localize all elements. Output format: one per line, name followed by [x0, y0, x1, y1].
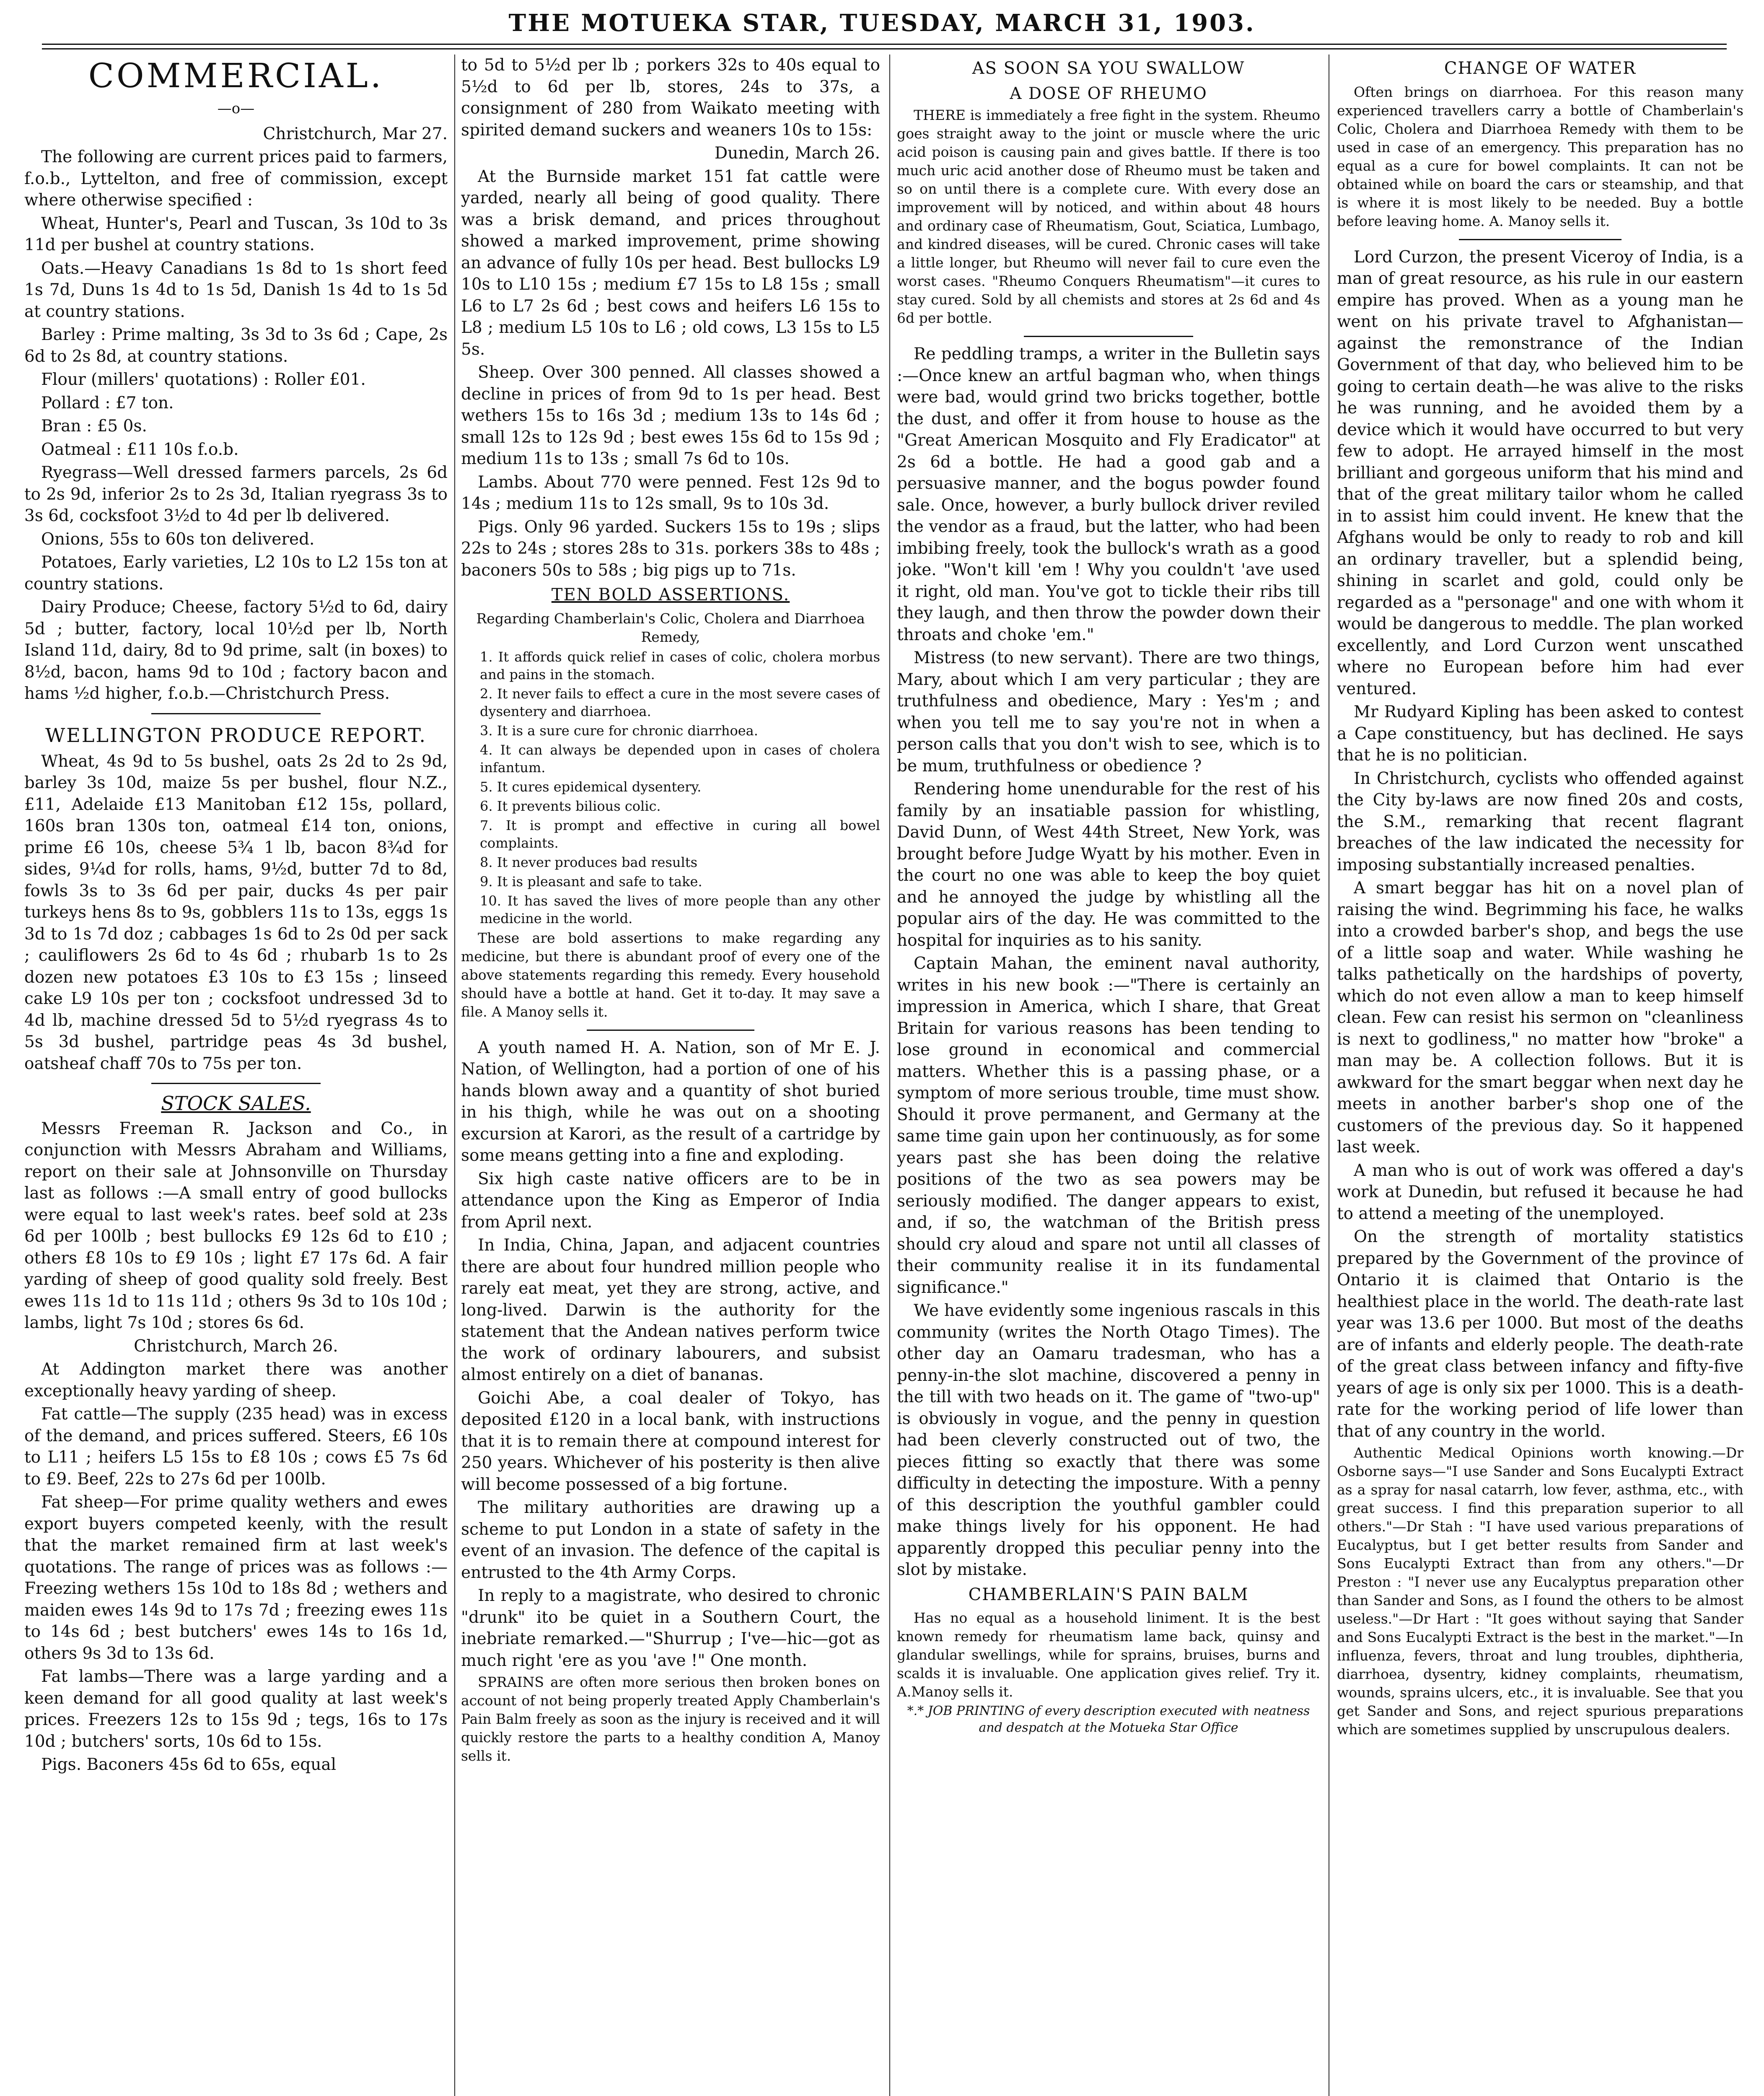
paragraph: Wheat, Hunter's, Pearl and Tuscan, 3s 10d to 3s 11d per bushel at country stations. [24, 214, 448, 254]
masthead-rule [42, 44, 1727, 49]
pain-balm-heading: CHAMBERLAIN'S PAIN BALM [968, 1585, 1249, 1604]
dateline: Dunedin, March 26. [714, 144, 880, 163]
heading-ornament: —o— [217, 100, 255, 117]
list-item: 8. It never produces bad results [480, 854, 697, 870]
paragraph: Lord Curzon, the present Viceroy of India, is a man of great resource, as his rule in our eastern empire has proved. When as a young man he went on his private travel to Afghanistan—against the remonstrance of the Indian Government of that day, who believed him to be going to certain death—he was alive to the risks he was running, and he avoided them by a device which it would have occurred to but very few to adopt. He arrayed himself in the most brilliant and gorgeous uniform that his mind and that of the great military tailor whom he called in to assist him could invent. He knew that the Afghans would be only to ready to rob and kill an ordinary traveller, but a splendid being, shining in scarlet and gold, could only be regarded as a "personage" and one with whom it would be dangerous to meddle. The plan worked excellently, and Lord Curzon went unscathed where no European before him had ever ventured. [1337, 247, 1743, 698]
paragraph: Pigs. Baconers 45s 6d to 65s, equal [41, 1755, 337, 1774]
paragraph: Oats.—Heavy Canadians 1s 8d to 1s short feed 1s 7d, Duns 1s 4d to 1s 5d, Danish 1s 4d to 1s 5d at country stations. [24, 259, 448, 321]
paragraph: Onions, 55s to 60s ton delivered. [41, 529, 315, 549]
column-3 [897, 54, 1320, 2096]
section-rule [1337, 232, 1743, 246]
list-item: 5. It cures epidemical dysentery. [480, 778, 702, 795]
rheumo-heading: AS SOON SA YOU SWALLOW [972, 59, 1245, 78]
paragraph: Potatoes, Early varieties, L2 10s to L2 15s ton at country stations. [24, 553, 448, 594]
paragraph: On the strength of mortality statistics prepared by the Government of the province of Ontario it is claimed that Ontario is the healthiest place in the world. The death-rate last year was 13.6 per 1000. But most of the deaths are of infants and elderly people. The death-rate of the great class between infancy and fifty-five years of age is only six per 1000. This is a death-rate for the working period of life lower than that of any country in the world. [1337, 1227, 1743, 1441]
list-item: 4. It can always be depended upon in cases of cholera infantum. [480, 742, 880, 776]
paragraph: Often brings on diarrhoea. For this reason many experienced travellers carry a bottle of Chamberlain's Colic, Cholera and Diarrhoea Remedy with them to be used in case of an emergency. This preparation has no equal as a cure for bowel complaints. It can not be obtained while on board the cars or steamship, and that is where it is most likely to be needed. Buy a bottle before leaving home. A. Manoy sells it. [1337, 83, 1743, 229]
wellington-produce-heading: WELLINGTON PRODUCE REPORT. [45, 724, 427, 747]
paragraph: Pigs. Only 96 yarded. Suckers 15s to 19s ; slips 22s to 24s ; stores 28s to 31s. porkers 38s to 48s ; baconers 50s to 58s ; big pigs up to 71s. [461, 517, 880, 580]
paragraph: In Christchurch, cyclists who offended against the City by-laws are now fined 20s and costs, the S.M., remarking that recent flagrant breaches of the law indicated the necessity for imposing substantially increased penalties. [1337, 769, 1743, 874]
paragraph: Wheat, 4s 9d to 5s bushel, oats 2s 2d to 2s 9d, barley 3s 10d, maize 5s per bushel, flour N.Z., £11, Adelaide £13 Manitoban £12 15s, pollard, 160s bran 130s ton, oatmeal £14 ton, onions, prime £6 10s, cheese 5¾ 1 lb, bacon 8¾d for sides, 9¼d for rolls, hams, 9½d, butter 7d to 8d, fowls 3s to 3s 6d per pair, ducks 4s per pair turkeys hens 8s to 9s, gobblers 11s to 13s, eggs 1s 3d to 1s 7d doz ; cabbages 1s 6d to 2s 0d per sack ; cauliflowers 2s 6d to 4s 6d ; rhubarb 1s to 2s dozen new potatoes £3 10s to £3 15s ; linseed cake L9 10s per ton ; cocksfoot undressed 3d to 4d lb, machine dressed 5d to 5½d ryegrass 4s to 5s 3d bushel, partridge peas 4s 3d bushel, oatsheaf chaff 70s to 75s per ton. [24, 752, 448, 1073]
paragraph: A youth named H. A. Nation, son of Mr E. J. Nation, of Wellington, had a portion of one of his hands blown away and a quantity of shot buried in his thigh, while he was out on a shooting excursion at Karori, as the result of a cartridge by some means getting into a fine and exploding. [461, 1038, 880, 1165]
job-printing-notice: *.* JOB PRINTING of every description executed with neatness and despatch at the Motueka Star Office [907, 1704, 1310, 1735]
list-item: 9. It is pleasant and safe to take. [480, 873, 702, 890]
paragraph: Pollard : £7 ton. [41, 393, 174, 412]
paragraph: Messrs Freeman R. Jackson and Co., in conjunction with Messrs Abraham and Williams, report on their sale at Johnsonville on Thursday last as follows :—A small entry of good bullocks were equal to last week's rates. beef sold at 23s 6d per 100lb ; best bullocks £9 12s 6d to £10 ; others £8 10s to £9 10s ; light £7 17s 6d. A fair yarding of sheep of good quality sold freely. Best ewes 11s 1d to 11s 11d ; others 9s 3d to 10s 10d ; lambs, light 7s 10d ; stores 6s 6d. [24, 1119, 448, 1332]
paragraph: We have evidently some ingenious rascals in this community (writes the North Otago Times). The other day an Oamaru tradesman, who has a penny-in-the slot machine, discovered a penny in the till with two heads on it. The game of "two-up" is obviously in vogue, and the penny in question had been cleverly constructed out of two, the pieces fitting so exactly that there was some difficulty in detecting the imposture. With a penny of this description the youthful gambler could make things lively for his opponent. He had apparently dropped this peculiar penny into the slot by mistake. [897, 1301, 1320, 1579]
paragraph: Mr Rudyard Kipling has been asked to contest a Cape constituency, but has declined. He says that he is no politician. [1337, 703, 1743, 765]
dateline: Christchurch, March 26. [134, 1336, 338, 1356]
rheumo-subheading: A DOSE OF RHEUMO [1010, 84, 1207, 103]
paragraph: Bran : £5 0s. [41, 417, 147, 436]
paragraph: Fat sheep—For prime quality wethers and ewes export buyers competed keenly, with the result that the market remained firm at last week's quotations. The range of prices was as follows :—Freezing wethers 15s 10d to 18s 8d ; wethers and maiden ewes 14s 9d to 17s 7d ; freezing ewes 11s to 14s 6d ; best butchers' ewes 14s to 16s 1d, others 9s 3d to 13s 6d. [24, 1493, 448, 1663]
paragraph: The military authorities are drawing up a scheme to put London in a state of safety in the event of an invasion. The defence of the capital is entrusted to the 4th Army Corps. [461, 1498, 880, 1582]
column-2 [461, 54, 880, 2096]
list-item: 3. It is a sure cure for chronic diarrhoea. [480, 722, 758, 739]
list-item: 1. It affords quick relief in cases of colic, cholera morbus and pains in the stomach. [480, 649, 880, 682]
paragraph: Lambs. About 770 were penned. Fest 12s 9d to 14s ; medium 11s to 12s small, 9s to 10s 3d. [461, 472, 880, 513]
column-4 [1337, 54, 1743, 2096]
list-item: 10. It has saved the lives of more people than any other medicine in the world. [480, 892, 880, 926]
commercial-heading: COMMERCIAL. [88, 56, 384, 95]
list-item: 2. It never fails to effect a cure in the most severe cases of dysentery and diarrhoea. [480, 685, 880, 719]
paragraph: Captain Mahan, the eminent naval authority, writes in his new book :—"There is certainly an impression in America, which I share, that Great Britain for various reasons has been tending to lose ground in economical and commercial matters. Whether this is a passing phase, or a symptom of more serious trouble, time must show. Should it prove permanent, and Germany at the same time gain upon her continuously, as for some years past she has been doing the relative positions of the two as sea powers may be seriously modified. The danger appears to exist, and, if so, the watchman of the British press should cry aloud and spare not until all classes of their community realise it in its fundamental significance." [897, 954, 1320, 1297]
section-rule [461, 1023, 880, 1037]
column-rule [889, 54, 890, 2096]
paragraph: Sheep. Over 300 penned. All classes showed a decline in prices of from 9d to 1s per head. Best wethers 15s to 16s 3d ; medium 13s to 14s 6d ; small 12s to 12s 9d ; best ewes 15s 6d to 15s 9d ; medium 11s to 13s ; small 7s 6d to 10s. [461, 363, 880, 468]
column-rule [454, 54, 455, 2096]
paragraph: Authentic Medical Opinions worth knowing.—Dr Osborne says—"I use Sander and Sons Eucalypti Extract as a spray for nasal catarrh, low fever, asthma, etc., with great success. I find this preparation superior to all others."—Dr Stah : "I have used various preparations of Eucalyptus, but I get better results from Sander and Sons Eucalypti Extract than from any others."—Dr Preston : "I never use any Eucalyptus preparation other than Sander and Sons, as I found the others to be almost useless."—Dr Hart : "It goes without saying that Sander and Sons Eucalypti Extract is the best in the market."—In influenza, fevers, throat and lung troubles, diphtheria, diarrhoea, dysentry, kidney complaints, rheumatism, wounds, sprains ulcers, etc., it is invaluable. See that you get Sander and Sons, and reject spurious preparations which are sometimes supplied by unscrupulous dealers. [1337, 1445, 1743, 1738]
paragraph: A smart beggar has hit on a novel plan of raising the wind. Begrimming his face, he walks into a crowded barber's shop, and begs the use of a little soap and water. While washing he talks pathetically on the hardships of poverty, which do not even allow a man to keep himself clean. Few can resist his sermon on "cleanliness is next to godliness," no matter how "broke" a man may be. A collection follows. But it is awkward for the smart beggar when next day he meets in another barber's shop one of the customers of the previous day. So it happened last week. [1337, 879, 1743, 1157]
paragraph: Flour (millers' quotations) : Roller £01. [41, 370, 366, 389]
paragraph: SPRAINS are often more serious then broken bones on account of not being properly treated Apply Chamberlain's Pain Balm freely as soon as the injury is received and it will quickly restore the parts to a healthy condition A, Manoy sells it. [461, 1674, 880, 1764]
section-rule [24, 1076, 448, 1090]
paragraph: Goichi Abe, a coal dealer of Tokyo, has deposited £120 in a local bank, with instructions that it is to remain there at compound interest for 250 years. Whichever of his posterity is then alive will become possessed of a big fortune. [461, 1388, 880, 1494]
paragraph: Ryegrass—Well dressed farmers parcels, 2s 6d to 2s 9d, inferior 2s to 2s 3d, Italian ryegrass 3s to 3s 6d, cocksfoot 3½d to 4d per lb delivered. [24, 463, 448, 525]
paragraph: Dairy Produce; Cheese, factory 5½d to 6d, dairy 5d ; butter, factory, local 10½d per lb, North Island 11d, dairy, 8d to 9d prime, salt (in boxes) to 8½d, bacon, hams 9d to 10d ; factory bacon and hams ½d higher, f.o.b.—Christchurch Press. [24, 598, 448, 703]
paragraph: At the Burnside market 151 fat cattle were yarded, nearly all being of good quality. There was a brisk demand, and prices throughout showed a marked improvement, prime showing an advance of fully 10s per head. Best bullocks L9 10s to L10 15s ; medium £7 15s to L8 15s ; small L6 to L7 2s 6d ; best cows and heifers L6 15s to L8 ; medium L5 10s to L6 ; old cows, L3 15s to L5 5s. [461, 167, 880, 359]
paragraph: Fat cattle—The supply (235 head) was in excess of the demand, and prices suffered. Steers, £6 10s to L11 ; heifers L5 15s to £8 10s ; cows £5 7s 6d to £9. Beef, 22s to 27s 6d per 100lb. [24, 1405, 448, 1489]
paragraph: In India, China, Japan, and adjacent countries there are about four hundred million people who rarely eat meat, yet they are strong, active, and long-lived. Darwin is the authority for the statement that the Andean natives perform twice the work of ordinary labourers, and subsist almost entirely on a diet of bananas. [461, 1236, 880, 1384]
paragraph: Rendering home unendurable for the rest of his family by an insatiable passion for whistling, David Dunn, of West 44th Street, New York, was brought before Judge Wyatt by his mother. Even in the court no one was able to keep the boy quiet and he annoyed the judge by whistling all the popular airs of the day. He was committed to the hospital for inquiries as to his sanity. [897, 780, 1320, 950]
paragraph: At Addington market there was another exceptionally heavy yarding of sheep. [24, 1360, 448, 1401]
paragraph: A man who is out of work was offered a day's work at Dunedin, but refused it because he had to attend a meeting of the unemployed. [1337, 1161, 1743, 1223]
paragraph: to 5d to 5½d per lb ; porkers 32s to 40s equal to 5½d to 6d per lb, stores, 24s to 37s, a consignment of 280 from Waikato meeting with spirited demand suckers and weaners 10s to 15s: [461, 56, 880, 140]
paragraph: Re peddling tramps, a writer in the Bulletin says :—Once knew an artful bagman who, when things were bad, would grind two bricks together, bottle the dust, and offer it from house to house as the "Great American Mosquito and Fly Eradicator" at 2s 6d a bottle. He had a good gab and a persuasive manner, and the bogus powder found sale. Once, however, a burly bullock driver reviled the vendor as a fraud, but the latter, who had been imbibing freely, took the bullock's wrath as a good joke. "Won't kill 'em ! Why you couldn't 'ave used it right, old man. You've got to tickle their ribs till they laugh, and then throw the powder down their throats and choke 'em." [897, 345, 1320, 644]
paragraph: Six high caste native officers are to be in attendance upon the King as Emperor of India from April next. [461, 1169, 880, 1232]
paragraph: In reply to a magistrate, who desired to chronic "drunk" ito be quiet in a Southern Court, the inebriate remarked.—"Shurrup ; I've—hic—got as much right 'ere as you 'ave !" One month. [461, 1586, 880, 1670]
list-item: 6. It prevents bilious colic. [480, 798, 661, 814]
paragraph: Oatmeal : £11 10s f.o.b. [41, 440, 239, 459]
paragraph: Fat lambs—There was a large yarding and a keen demand for all good quality at last week's prices. Freezers 12s to 15s 9d ; tegs, 16s to 17s 10d ; butchers' sorts, 10s 6d to 15s. [24, 1667, 448, 1751]
masthead: THE MOTUEKA STAR, TUESDAY, MARCH 31, 1903. [508, 9, 1256, 37]
list-item: 7. It is prompt and effective in curing all bowel complaints. [480, 817, 880, 851]
paragraph: Mistress (to new servant). There are two things, Mary, about which I am very particular ; they are truthfulness and obedience, Mary : Yes'm ; and when you tell me to say you're not in when a person calls that you don't wish to see, which is to be mum, truthfulness or obedience ? [897, 649, 1320, 776]
subheading: Regarding Chamberlain's Colic, Cholera and Diarrhoea Remedy, [476, 610, 865, 645]
paragraph: The following are current prices paid to farmers, f.o.b., Lyttelton, and free of commission, except where otherwise specified : [24, 148, 448, 210]
paragraph: THERE is immediately a free fight in the system. Rheumo goes straight away to the joint or muscle where the uric acid poison is causing pain and gives battle. If there is too much uric acid another dose of Rheumo must be taken and so on until there is a complete cure. With every dose an improvement will by noticed, and within about 48 hours and ordinary case of Rheumatism, Gout, Sciatica, Lumbago, and kindred diseases, will be cured. Chronic cases will take a little longer, but Rheumo will never fail to cure even the worst cases. "Rheumo Conquers Rheumatism"—it cures to stay cured. Sold by all chemists and stores at 2s 6d and 4s 6d per bottle. [897, 107, 1320, 326]
column-1 [24, 54, 448, 2096]
section-rule [897, 329, 1320, 343]
dateline: Christchurch, Mar 27. [263, 124, 448, 143]
paragraph: Has no equal as a household liniment. It is the best known remedy for rheumatism lame back, quinsy and glandular swellings, while for sprains, bruises, burns and scalds it is invaluable. One application gives relief. Try it. A.Manoy sells it. [897, 1610, 1320, 1700]
ten-bold-assertions-heading: TEN BOLD ASSERTIONS. [551, 585, 790, 604]
section-rule [24, 706, 448, 721]
paragraph: These are bold assertions to make regarding any medicine, but there is abundant proof of every one of the above statements regarding this remedy. Every household should have a bottle at hand. Get it to-day. It may save a file. A Manoy sells it. [461, 929, 880, 1020]
stock-sales-heading: STOCK SALES. [161, 1092, 311, 1115]
change-of-water-heading: CHANGE OF WATER [1444, 59, 1637, 78]
paragraph: Barley : Prime malting, 3s 3d to 3s 6d ; Cape, 2s 6d to 2s 8d, at country stations. [24, 325, 448, 366]
